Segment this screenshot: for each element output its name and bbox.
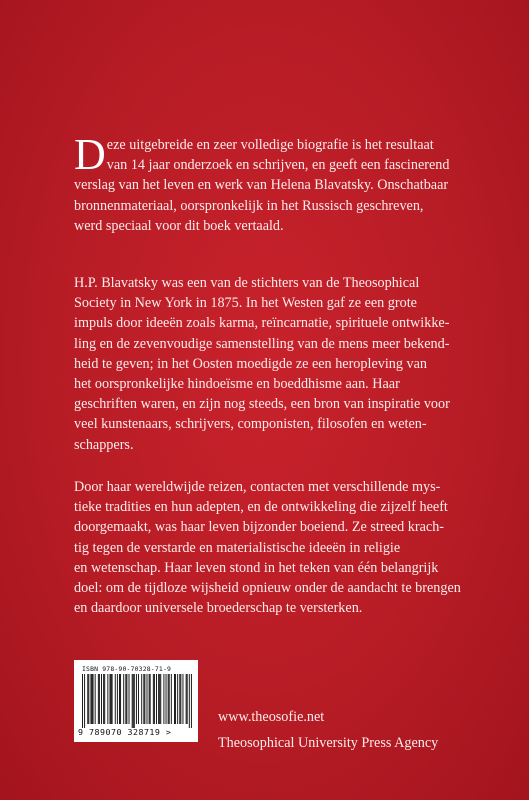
barcode-bar bbox=[125, 674, 126, 724]
barcode-bar bbox=[169, 674, 170, 724]
barcode-bar bbox=[156, 674, 157, 724]
barcode-bar bbox=[134, 674, 135, 728]
barcode-bar bbox=[158, 674, 159, 724]
barcode-bar bbox=[119, 674, 120, 724]
barcode-bar bbox=[117, 674, 118, 724]
text-line: schappers. bbox=[74, 436, 134, 453]
barcode-bar bbox=[159, 674, 160, 724]
barcode-bar bbox=[136, 674, 137, 724]
barcode-bar bbox=[93, 674, 94, 724]
barcode-bar bbox=[179, 674, 180, 724]
barcode-bars bbox=[82, 674, 192, 728]
text-line: H.P. Blavatsky was een van de stichters van de Theosophical bbox=[74, 275, 420, 291]
barcode-bar bbox=[115, 674, 116, 724]
text-line: werd speciaal voor dit boek vertaald. bbox=[74, 217, 284, 234]
barcode-bar bbox=[129, 674, 130, 724]
barcode-bar bbox=[120, 674, 121, 724]
barcode-bar bbox=[101, 674, 102, 724]
barcode-bar bbox=[133, 674, 134, 728]
text-line: en daardoor universele broederschap te versterken. bbox=[74, 600, 363, 617]
barcode-bar bbox=[150, 674, 151, 724]
barcode bbox=[74, 660, 198, 742]
text-line: van 14 jaar onderzoek en schrijven, en geeft een fascinerend bbox=[106, 157, 450, 174]
barcode-bar bbox=[174, 674, 175, 724]
text-line: eze uitgebreide en zeer volledige biografie is het resultaat bbox=[106, 137, 434, 153]
barcode-bar bbox=[143, 674, 144, 724]
text-line: heid te geven; in het Oosten moedigde ze een heropleving van bbox=[74, 355, 427, 372]
barcode-bar bbox=[88, 674, 89, 724]
text-line: doorgemaakt, was haar leven bijzonder boeiend. Ze streed krach- bbox=[74, 519, 445, 536]
text-line: veel kunstenaars, schrijvers, componisten, filosofen en weten- bbox=[74, 416, 427, 433]
barcode-bar bbox=[144, 674, 145, 724]
paragraph-intro bbox=[74, 130, 474, 236]
barcode-bar bbox=[180, 674, 181, 724]
text-line: ling en de zevenvoudige samenstelling van de mens meer bekend- bbox=[74, 335, 450, 352]
barcode-bar bbox=[160, 674, 161, 724]
barcode-bar bbox=[126, 674, 127, 724]
barcode-bar bbox=[186, 674, 187, 724]
text-line: doel: om de tijdloze wijsheid opnieuw onder de aandacht te brengen bbox=[74, 580, 461, 597]
barcode-bar bbox=[191, 674, 192, 728]
text-line: bronnenmateriaal, oorspronkelijk in het Russisch geschreven, bbox=[74, 197, 424, 214]
drop-cap: D bbox=[74, 130, 106, 179]
barcode-bar bbox=[187, 674, 188, 724]
barcode-bar bbox=[99, 674, 100, 724]
paragraph-travels bbox=[74, 477, 474, 618]
barcode-bar bbox=[98, 674, 99, 724]
text-line: het oorspronkelijke hindoeïsme en boeddhisme aan. Haar bbox=[74, 376, 400, 393]
text-line: geschriften waren, en zijn nog steeds, een bron van inspiratie voor bbox=[74, 396, 450, 413]
barcode-bar bbox=[95, 674, 96, 724]
barcode-bar bbox=[141, 674, 142, 724]
barcode-bar bbox=[111, 674, 112, 724]
ean-digits: 9 789070 328719 > bbox=[78, 727, 172, 737]
barcode-bar bbox=[138, 674, 139, 724]
barcode-bar bbox=[132, 674, 133, 728]
text-line: Society in New York in 1875. In het Westen gaf ze een grote bbox=[74, 295, 417, 312]
barcode-bar bbox=[123, 674, 124, 724]
barcode-bar bbox=[166, 674, 167, 724]
barcode-bar bbox=[82, 674, 83, 728]
publisher-name: Theosophical University Press Agency bbox=[218, 735, 439, 751]
barcode-bar bbox=[110, 674, 111, 724]
barcode-bar bbox=[175, 674, 176, 724]
barcode-bar bbox=[177, 674, 178, 724]
barcode-bar bbox=[171, 674, 172, 724]
barcode-bar bbox=[168, 674, 169, 724]
text-line: tieke tradities en hun adepten, en de ontwikkeling die zijzelf heeft bbox=[74, 499, 448, 516]
barcode-bar bbox=[182, 674, 183, 724]
text-line: tig tegen de verstarde en materialistische ideeën in religie bbox=[74, 539, 401, 556]
text-line: verslag van het leven en werk van Helena Blavatsky. Onschatbaar bbox=[74, 177, 449, 194]
barcode-bar bbox=[153, 674, 154, 724]
barcode-bar bbox=[87, 674, 88, 724]
paragraph-founder bbox=[74, 273, 474, 455]
barcode-bar bbox=[149, 674, 150, 724]
barcode-bar bbox=[103, 674, 104, 724]
barcode-bar bbox=[112, 674, 113, 724]
text-line: en wetenschap. Haar leven stond in het teken van één belangrijk bbox=[74, 559, 439, 576]
barcode-bar bbox=[154, 674, 155, 724]
text-line: impuls door ideeën zoals karma, reïncarnatie, spirituele ontwikke- bbox=[74, 315, 450, 332]
barcode-bar bbox=[92, 674, 93, 724]
text-line: Door haar wereldwijde reizen, contacten met verschillende mys- bbox=[74, 479, 441, 495]
barcode-bar bbox=[104, 674, 105, 724]
barcode-bar bbox=[90, 674, 91, 724]
barcode-bar bbox=[107, 674, 108, 724]
isbn-label: ISBN 978-90-70328-71-9 bbox=[82, 665, 172, 673]
barcode-bar bbox=[147, 674, 148, 724]
barcode-bar bbox=[189, 674, 190, 728]
barcode-bar bbox=[84, 674, 85, 728]
website-link[interactable]: www.theosofie.net bbox=[218, 709, 325, 725]
barcode-bar bbox=[163, 674, 164, 724]
